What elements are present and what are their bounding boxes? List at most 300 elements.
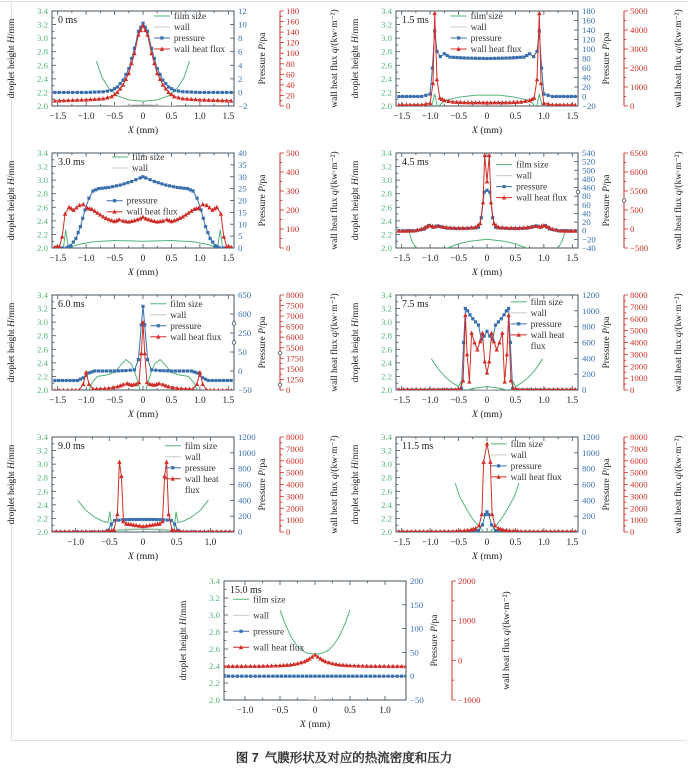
svg-text:10: 10 bbox=[238, 19, 247, 30]
svg-text:140: 140 bbox=[582, 25, 596, 35]
svg-text:3.4: 3.4 bbox=[37, 432, 48, 442]
time-label: 0 ms bbox=[58, 15, 78, 26]
svg-text:0: 0 bbox=[458, 655, 463, 666]
svg-text:2.4: 2.4 bbox=[381, 73, 392, 84]
svg-text:−0.5: −0.5 bbox=[450, 538, 467, 548]
svg-text:500: 500 bbox=[286, 148, 300, 158]
svg-text:2.8: 2.8 bbox=[37, 330, 48, 341]
svg-text:3.0: 3.0 bbox=[381, 33, 392, 44]
svg-text:3.2: 3.2 bbox=[381, 161, 392, 172]
svg-text:520: 520 bbox=[582, 156, 596, 167]
svg-text:1000: 1000 bbox=[630, 373, 648, 384]
svg-text:1000: 1000 bbox=[458, 615, 476, 626]
heatflux-axis-title: wall heat flux q/(kw·m⁻²) bbox=[502, 591, 512, 690]
svg-text:2.2: 2.2 bbox=[381, 513, 392, 524]
svg-text:2.4: 2.4 bbox=[37, 499, 48, 510]
svg-text:4000: 4000 bbox=[286, 479, 304, 490]
svg-text:wall: wall bbox=[170, 310, 187, 321]
series-pressure bbox=[53, 22, 233, 94]
svg-text:1.5: 1.5 bbox=[566, 112, 579, 122]
svg-text:wall: wall bbox=[184, 452, 201, 463]
svg-text:150: 150 bbox=[410, 599, 424, 610]
svg-text:0: 0 bbox=[484, 396, 490, 406]
svg-text:1750: 1750 bbox=[286, 353, 304, 364]
svg-text:film size: film size bbox=[132, 153, 165, 163]
svg-text:3.2: 3.2 bbox=[381, 303, 392, 314]
svg-text:wall heat flux: wall heat flux bbox=[470, 44, 522, 55]
svg-text:film size: film size bbox=[253, 595, 286, 606]
series-wall-heat-flux bbox=[53, 320, 234, 392]
svg-text:600: 600 bbox=[238, 309, 252, 319]
svg-text:2.8: 2.8 bbox=[37, 472, 48, 483]
svg-text:3.4: 3.4 bbox=[381, 148, 392, 158]
svg-text:7000: 7000 bbox=[630, 443, 648, 454]
legend bbox=[107, 197, 178, 218]
time-label: 3.0 ms bbox=[58, 157, 85, 168]
x-axis-title: X (mm) bbox=[471, 267, 503, 278]
subplot-container-0-ms bbox=[0, 0, 344, 147]
svg-text:8: 8 bbox=[238, 33, 243, 44]
time-label: 15.0 ms bbox=[230, 585, 262, 596]
svg-text:wall: wall bbox=[516, 171, 533, 182]
svg-text:1.0: 1.0 bbox=[538, 254, 550, 264]
svg-text:460: 460 bbox=[582, 182, 596, 193]
svg-text:−1.0: −1.0 bbox=[77, 112, 95, 122]
series-film-size bbox=[96, 61, 189, 101]
series-wall bbox=[399, 251, 575, 254]
svg-text:800: 800 bbox=[582, 463, 596, 474]
svg-text:1.5: 1.5 bbox=[566, 254, 579, 264]
x-axis-title: X (mm) bbox=[127, 125, 159, 136]
series-wall bbox=[55, 392, 231, 395]
svg-text:2000: 2000 bbox=[630, 503, 648, 514]
svg-text:0.5: 0.5 bbox=[509, 396, 522, 406]
svg-text:−20: −20 bbox=[582, 234, 596, 245]
series-wall-heat-flux bbox=[397, 441, 578, 533]
figure-caption bbox=[0, 748, 688, 766]
axes-ticks bbox=[224, 581, 406, 700]
x-axis-title: X (mm) bbox=[127, 551, 159, 562]
svg-text:−1.0: −1.0 bbox=[421, 396, 439, 406]
svg-text:film size: film size bbox=[516, 160, 549, 171]
svg-text:5500: 5500 bbox=[630, 186, 648, 196]
svg-text:3.0: 3.0 bbox=[381, 317, 392, 328]
svg-text:2.0: 2.0 bbox=[381, 101, 392, 111]
svg-text:5000: 5000 bbox=[286, 467, 304, 478]
svg-text:7000: 7000 bbox=[286, 443, 304, 454]
h-axis-title: droplet height H/mm bbox=[7, 160, 17, 241]
svg-text:2.2: 2.2 bbox=[381, 371, 392, 382]
svg-text:1.0: 1.0 bbox=[538, 112, 550, 122]
svg-text:−1.0: −1.0 bbox=[236, 706, 254, 716]
legend bbox=[233, 594, 304, 653]
subplot-container-7-5-ms bbox=[344, 284, 688, 431]
svg-text:6500: 6500 bbox=[630, 148, 648, 158]
svg-text:2.8: 2.8 bbox=[37, 46, 48, 57]
svg-text:3.4: 3.4 bbox=[381, 290, 392, 300]
h-axis-title: droplet height H/mm bbox=[351, 160, 361, 241]
svg-text:pressure: pressure bbox=[253, 627, 285, 638]
svg-text:0: 0 bbox=[238, 87, 243, 98]
svg-text:wall heat flux: wall heat flux bbox=[170, 332, 222, 343]
svg-text:flux: flux bbox=[530, 341, 546, 352]
subplot-container-1-5-ms bbox=[344, 0, 688, 147]
svg-text:80: 80 bbox=[582, 191, 591, 202]
svg-text:540: 540 bbox=[582, 148, 596, 158]
svg-text:film size: film size bbox=[470, 11, 503, 22]
svg-text:800: 800 bbox=[582, 321, 596, 332]
legend bbox=[154, 11, 225, 55]
svg-text:−0.5: −0.5 bbox=[100, 538, 118, 548]
svg-text:2.0: 2.0 bbox=[209, 695, 220, 705]
svg-text:0: 0 bbox=[238, 527, 243, 537]
svg-text:600: 600 bbox=[582, 337, 596, 348]
svg-text:6000: 6000 bbox=[630, 167, 648, 177]
x-axis-title: X (mm) bbox=[299, 719, 331, 730]
svg-text:2.6: 2.6 bbox=[381, 344, 392, 355]
svg-text:5000: 5000 bbox=[630, 467, 648, 478]
svg-text:−1.5: −1.5 bbox=[393, 254, 411, 264]
subplot-9-0-ms bbox=[0, 426, 344, 568]
svg-text:1.0: 1.0 bbox=[194, 396, 206, 406]
svg-text:pressure: pressure bbox=[126, 196, 158, 207]
svg-text:80: 80 bbox=[286, 58, 295, 69]
time-label: 1.5 ms bbox=[402, 15, 429, 26]
svg-text:200: 200 bbox=[286, 205, 300, 215]
svg-text:400: 400 bbox=[238, 495, 252, 506]
svg-text:wall: wall bbox=[132, 164, 149, 174]
pressure-axis-title: Pressure P/pa bbox=[258, 458, 268, 511]
svg-text:0: 0 bbox=[582, 225, 587, 236]
svg-text:2.6: 2.6 bbox=[381, 60, 392, 71]
svg-text:2.4: 2.4 bbox=[37, 215, 48, 226]
time-label: 9.0 ms bbox=[58, 441, 85, 452]
svg-text:2.0: 2.0 bbox=[37, 101, 48, 111]
svg-text:−1.0: −1.0 bbox=[421, 112, 439, 122]
subplot-7-5-ms bbox=[344, 284, 688, 426]
svg-text:7000: 7000 bbox=[286, 311, 304, 322]
svg-text:0.5: 0.5 bbox=[509, 538, 522, 548]
svg-text:20: 20 bbox=[582, 217, 591, 228]
svg-text:0: 0 bbox=[484, 254, 490, 264]
svg-text:2.4: 2.4 bbox=[37, 357, 48, 368]
svg-text:0: 0 bbox=[484, 538, 490, 548]
svg-text:wall heat flux: wall heat flux bbox=[510, 472, 562, 483]
heatflux-axis-title: wall heat flux q/(kw·m⁻²) bbox=[674, 151, 684, 250]
x-axis-title: X (mm) bbox=[471, 125, 503, 136]
svg-text:200: 200 bbox=[410, 576, 424, 586]
svg-text:10: 10 bbox=[238, 219, 247, 230]
svg-text:0.5: 0.5 bbox=[509, 112, 522, 122]
svg-text:2.6: 2.6 bbox=[381, 202, 392, 213]
svg-text:2000: 2000 bbox=[458, 576, 476, 586]
svg-text:80: 80 bbox=[582, 53, 591, 64]
svg-text:−0.5: −0.5 bbox=[450, 112, 467, 122]
svg-text:1.0: 1.0 bbox=[538, 396, 550, 406]
svg-text:120: 120 bbox=[582, 34, 596, 45]
svg-text:0: 0 bbox=[630, 385, 635, 395]
svg-text:2.8: 2.8 bbox=[381, 330, 392, 341]
svg-text:250: 250 bbox=[238, 328, 252, 338]
svg-text:300: 300 bbox=[286, 186, 300, 196]
svg-text:−500: −500 bbox=[630, 243, 649, 253]
svg-text:140: 140 bbox=[286, 27, 300, 38]
svg-text:0: 0 bbox=[312, 706, 318, 716]
svg-text:2.4: 2.4 bbox=[37, 73, 48, 84]
svg-text:−1.5: −1.5 bbox=[49, 396, 67, 406]
svg-text:7000: 7000 bbox=[630, 301, 648, 312]
svg-text:2000: 2000 bbox=[630, 361, 648, 372]
svg-text:6000: 6000 bbox=[630, 313, 648, 324]
legend bbox=[451, 11, 522, 55]
subplot-3-0-ms bbox=[0, 142, 344, 284]
svg-text:2.8: 2.8 bbox=[37, 188, 48, 199]
svg-text:2000: 2000 bbox=[286, 503, 304, 514]
svg-text:3.4: 3.4 bbox=[37, 6, 48, 16]
svg-text:1500: 1500 bbox=[286, 363, 304, 374]
h-axis-title: droplet height H/mm bbox=[351, 444, 361, 525]
svg-text:−1.0: −1.0 bbox=[67, 538, 85, 548]
svg-text:480: 480 bbox=[582, 173, 596, 184]
svg-text:100: 100 bbox=[582, 44, 596, 54]
subplot-11-5-ms bbox=[344, 426, 688, 568]
subplot-container-3-0-ms bbox=[0, 142, 344, 289]
svg-text:−1.0: −1.0 bbox=[421, 538, 439, 548]
svg-text:0.5: 0.5 bbox=[170, 538, 183, 548]
svg-text:wall heat flux: wall heat flux bbox=[173, 44, 226, 55]
svg-text:film size: film size bbox=[510, 439, 543, 450]
svg-text:film size: film size bbox=[173, 11, 207, 22]
svg-text:film size: film size bbox=[530, 297, 563, 308]
svg-text:flux: flux bbox=[184, 485, 200, 496]
svg-text:2.6: 2.6 bbox=[37, 202, 48, 213]
subplot-container-9-0-ms bbox=[0, 426, 344, 573]
svg-text:160: 160 bbox=[582, 15, 596, 26]
svg-text:200: 200 bbox=[582, 511, 596, 522]
svg-text:−1000: −1000 bbox=[458, 695, 481, 705]
svg-text:2.4: 2.4 bbox=[381, 499, 392, 510]
svg-text:6: 6 bbox=[238, 46, 243, 57]
time-label: 11.5 ms bbox=[402, 441, 434, 452]
subplot-4-5-ms bbox=[344, 142, 688, 284]
legend bbox=[496, 160, 567, 204]
svg-text:2.6: 2.6 bbox=[37, 486, 48, 497]
h-axis-title: droplet height H/mm bbox=[7, 18, 17, 99]
svg-text:0: 0 bbox=[630, 224, 635, 234]
svg-text:0: 0 bbox=[630, 101, 635, 111]
svg-text:3.2: 3.2 bbox=[381, 445, 392, 456]
subplot-0-ms bbox=[0, 0, 344, 142]
svg-text:pressure: pressure bbox=[173, 33, 205, 44]
svg-text:−2: −2 bbox=[238, 101, 248, 111]
series-film-size bbox=[409, 230, 566, 252]
svg-text:180: 180 bbox=[582, 6, 596, 16]
subplot-6-0-ms bbox=[0, 284, 344, 426]
svg-text:2.2: 2.2 bbox=[37, 513, 48, 524]
svg-text:20: 20 bbox=[238, 195, 247, 206]
pressure-axis-title: Pressure P/pa bbox=[430, 614, 440, 667]
svg-text:pressure: pressure bbox=[516, 182, 548, 193]
svg-text:2.4: 2.4 bbox=[381, 357, 392, 368]
svg-text:12: 12 bbox=[238, 6, 247, 16]
svg-text:film size: film size bbox=[170, 299, 203, 310]
svg-text:0: 0 bbox=[140, 396, 146, 406]
svg-text:1.5: 1.5 bbox=[222, 396, 235, 406]
svg-text:40: 40 bbox=[582, 208, 591, 219]
svg-text:6000: 6000 bbox=[630, 455, 648, 466]
svg-text:8000: 8000 bbox=[630, 432, 648, 442]
legend bbox=[511, 297, 565, 352]
svg-text:3.0: 3.0 bbox=[37, 317, 48, 328]
svg-text:0: 0 bbox=[286, 385, 291, 395]
svg-text:200: 200 bbox=[238, 511, 252, 522]
h-axis-title: droplet height H/mm bbox=[351, 18, 361, 99]
svg-text:0: 0 bbox=[238, 243, 243, 253]
svg-text:2.0: 2.0 bbox=[37, 243, 48, 253]
svg-text:wall: wall bbox=[510, 450, 527, 461]
pressure-axis-title: Pressure P/pa bbox=[602, 32, 612, 85]
subplot-container-15-0-ms bbox=[172, 568, 516, 741]
svg-text:1000: 1000 bbox=[582, 447, 600, 458]
series-wall bbox=[399, 390, 575, 393]
x-axis-title: X (mm) bbox=[127, 409, 159, 420]
svg-text:pressure: pressure bbox=[184, 463, 216, 474]
legend bbox=[150, 299, 221, 343]
svg-text:2.8: 2.8 bbox=[381, 46, 392, 57]
svg-text:−1.5: −1.5 bbox=[49, 254, 67, 264]
series-pressure bbox=[53, 305, 233, 382]
svg-text:0: 0 bbox=[582, 91, 587, 102]
svg-text:0: 0 bbox=[286, 527, 291, 537]
svg-text:400: 400 bbox=[286, 167, 300, 177]
svg-text:pressure: pressure bbox=[170, 321, 202, 332]
svg-text:3.4: 3.4 bbox=[381, 6, 392, 16]
svg-text:7500: 7500 bbox=[286, 300, 304, 311]
svg-text:400: 400 bbox=[582, 353, 596, 364]
caption-text: 气膜形状及对应的热流密度和压力 bbox=[264, 751, 453, 765]
svg-text:40: 40 bbox=[286, 79, 295, 90]
svg-text:30: 30 bbox=[238, 171, 247, 182]
svg-text:1200: 1200 bbox=[582, 432, 600, 442]
svg-text:2.8: 2.8 bbox=[381, 472, 392, 483]
svg-text:2: 2 bbox=[238, 73, 243, 84]
svg-text:1.5: 1.5 bbox=[566, 396, 579, 406]
svg-text:2000: 2000 bbox=[630, 63, 648, 73]
svg-text:4000: 4000 bbox=[630, 479, 648, 490]
svg-text:wall: wall bbox=[253, 611, 270, 622]
svg-text:3000: 3000 bbox=[286, 491, 304, 502]
svg-text:5500: 5500 bbox=[286, 342, 304, 353]
svg-text:3.0: 3.0 bbox=[37, 459, 48, 470]
svg-text:0: 0 bbox=[140, 538, 146, 548]
svg-text:2.8: 2.8 bbox=[381, 188, 392, 199]
pressure-axis-title: Pressure P/pa bbox=[602, 174, 612, 227]
svg-text:−20: −20 bbox=[582, 101, 596, 111]
svg-text:−1.5: −1.5 bbox=[393, 396, 411, 406]
svg-text:2.2: 2.2 bbox=[381, 87, 392, 98]
svg-text:0.5: 0.5 bbox=[509, 254, 522, 264]
series-wall bbox=[399, 534, 575, 535]
svg-text:−0.5: −0.5 bbox=[106, 254, 123, 264]
pressure-axis-title: Pressure P/pa bbox=[602, 316, 612, 369]
svg-text:5: 5 bbox=[238, 231, 243, 242]
svg-text:1.0: 1.0 bbox=[204, 538, 217, 548]
svg-text:3.2: 3.2 bbox=[209, 593, 220, 603]
svg-text:wall heat flux: wall heat flux bbox=[126, 207, 178, 218]
svg-text:3.4: 3.4 bbox=[209, 576, 220, 586]
svg-text:3.2: 3.2 bbox=[381, 19, 392, 30]
svg-text:20: 20 bbox=[286, 90, 295, 101]
svg-text:100: 100 bbox=[286, 224, 300, 234]
svg-text:3.4: 3.4 bbox=[381, 432, 392, 442]
svg-text:5000: 5000 bbox=[630, 6, 648, 16]
svg-text:pressure: pressure bbox=[510, 461, 542, 472]
subplot-15-0-ms bbox=[172, 568, 516, 736]
svg-text:0: 0 bbox=[286, 101, 291, 111]
legend bbox=[165, 441, 219, 496]
svg-text:120: 120 bbox=[286, 37, 300, 48]
heatflux-axis-title: wall heat flux q/(kw·m⁻²) bbox=[330, 9, 340, 108]
svg-text:60: 60 bbox=[286, 69, 295, 80]
svg-text:−50: −50 bbox=[238, 385, 252, 395]
subplot-1-5-ms bbox=[344, 0, 688, 142]
series-pressure bbox=[222, 675, 407, 678]
subplot-container-6-0-ms bbox=[0, 284, 344, 431]
svg-text:500: 500 bbox=[630, 205, 644, 215]
svg-text:100: 100 bbox=[410, 623, 424, 634]
pressure-axis-title: Pressure P/pa bbox=[258, 174, 268, 227]
svg-text:wall: wall bbox=[470, 22, 487, 33]
svg-text:−0.5: −0.5 bbox=[106, 112, 123, 122]
svg-text:800: 800 bbox=[238, 463, 252, 474]
svg-text:wall heat: wall heat bbox=[184, 474, 219, 485]
svg-text:−0.5: −0.5 bbox=[106, 396, 123, 406]
svg-text:3.2: 3.2 bbox=[37, 445, 48, 456]
svg-text:0: 0 bbox=[484, 112, 490, 122]
svg-text:500: 500 bbox=[582, 165, 596, 176]
svg-text:20: 20 bbox=[582, 82, 591, 92]
svg-text:100: 100 bbox=[286, 48, 300, 59]
heatflux-axis-title: wall heat flux q/(kw·m⁻²) bbox=[330, 293, 340, 392]
svg-text:40: 40 bbox=[238, 148, 247, 158]
time-label: 4.5 ms bbox=[402, 157, 429, 168]
svg-text:2.6: 2.6 bbox=[37, 344, 48, 355]
svg-text:600: 600 bbox=[238, 479, 252, 490]
svg-text:0: 0 bbox=[630, 527, 635, 537]
svg-text:3.2: 3.2 bbox=[37, 303, 48, 314]
pressure-axis-title: Pressure P/pa bbox=[258, 32, 268, 85]
svg-text:3000: 3000 bbox=[630, 44, 648, 54]
series-wall bbox=[399, 107, 575, 110]
svg-text:0: 0 bbox=[238, 366, 243, 376]
svg-text:2.0: 2.0 bbox=[381, 243, 392, 253]
time-label: 7.5 ms bbox=[402, 299, 429, 310]
svg-text:−1.5: −1.5 bbox=[393, 538, 411, 548]
svg-text:1200: 1200 bbox=[238, 432, 256, 442]
svg-text:2.6: 2.6 bbox=[37, 60, 48, 71]
svg-text:pressure: pressure bbox=[470, 33, 502, 44]
svg-text:3.4: 3.4 bbox=[37, 148, 48, 158]
series-film-size bbox=[59, 230, 226, 253]
svg-text:8000: 8000 bbox=[630, 290, 648, 300]
svg-text:1000: 1000 bbox=[238, 447, 256, 458]
svg-text:0: 0 bbox=[582, 385, 587, 395]
svg-text:50: 50 bbox=[410, 647, 419, 658]
svg-text:1000: 1000 bbox=[630, 515, 648, 526]
legend bbox=[112, 152, 164, 174]
svg-text:3.0: 3.0 bbox=[37, 175, 48, 186]
svg-text:8000: 8000 bbox=[286, 290, 304, 300]
